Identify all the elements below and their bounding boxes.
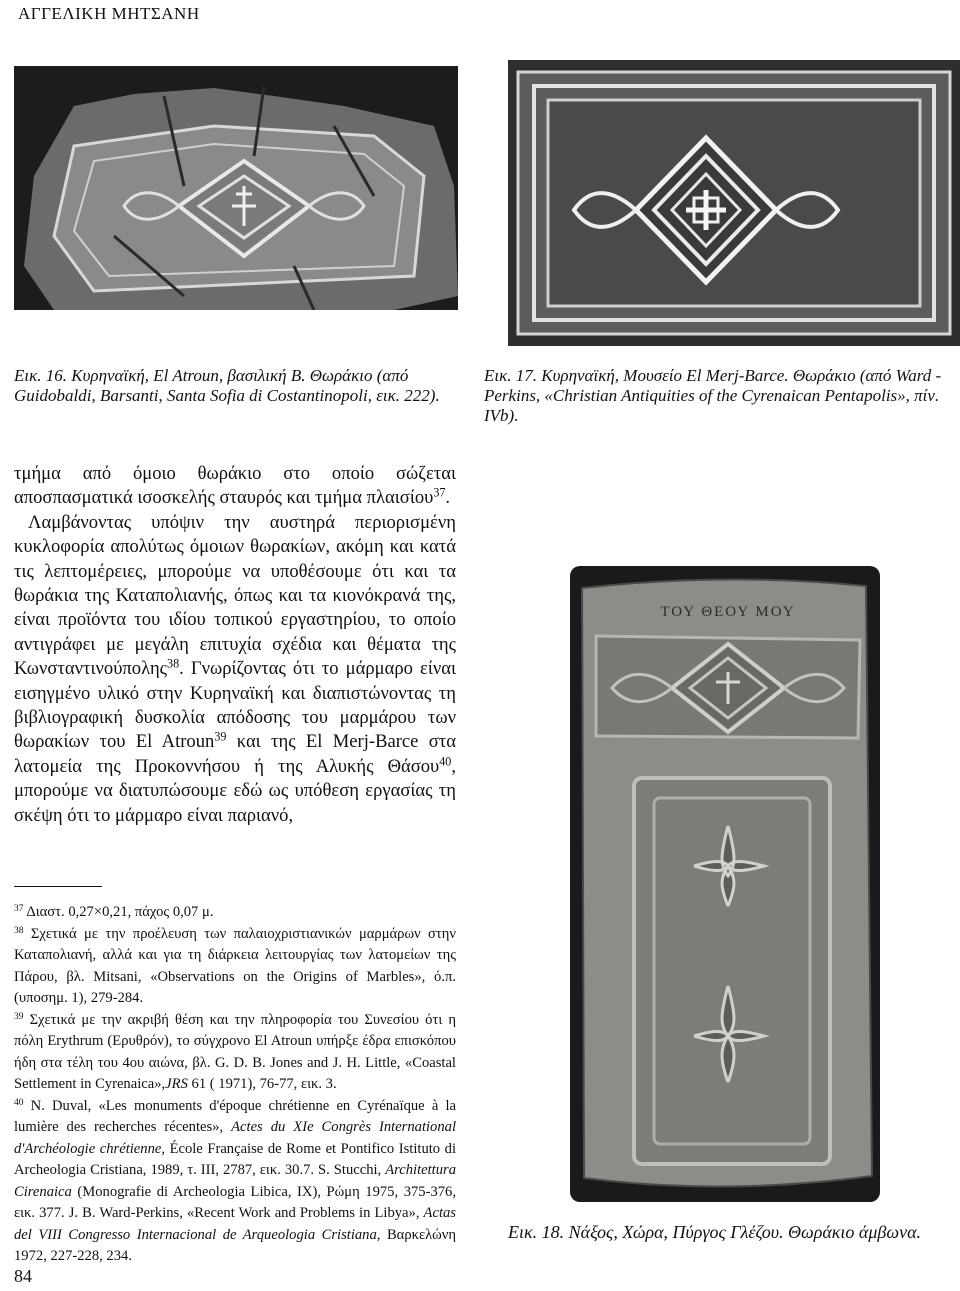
footnote-text: N. Duval, «Les monuments d'époque chrétienne en Cyrénaïque à la lumière des recherches récentes», bbox=[14, 1097, 456, 1135]
footnote-text: (Monografie di Archeologia Libica, IX), Ρώμη 1975, 375-376, εικ. 377. J. B. Ward-Perkins, «Recent Work and Problems in Libya», bbox=[14, 1183, 456, 1221]
footnote-number: 39 bbox=[14, 1011, 24, 1022]
footnote-40 bbox=[14, 1096, 456, 1268]
publication-title: Actes du XIe Congrès International d'Archéologie chrétienne bbox=[14, 1119, 456, 1157]
publication-title: Actas del VIII Congresso Internacional de Arqueologia Cristiana bbox=[14, 1205, 456, 1243]
footnote-ref-37: 37 bbox=[433, 485, 446, 500]
body-text bbox=[14, 462, 456, 828]
footnote-text: Σχετικά με την προέλευση των παλαιοχριστιανικών μαρμάρων στην Καταπολιανή, αλλά και για τη διάρκεια λειτουργίας των λατομείων της Πάρου, βλ. Mitsani, «Observations on the Origins of Marbles», ό.π. (υποσημ. 1), 279-284. bbox=[14, 925, 456, 1006]
figure-18-photo bbox=[484, 516, 960, 1212]
figure-17-slab-image bbox=[508, 60, 960, 346]
paragraph-2-part-b: . Γνωρίζοντας ότι το μάρμαρο είναι εισηγμένο υλικό στην Κυρηναϊκή και διαπιστώνοντας τη βιβλιογραφική δυσκολία απόδοσης του μαρμάρου των θωρακίων του El Atroun bbox=[14, 658, 456, 753]
figure-18-caption: Εικ. 18. Νάξος, Χώρα, Πύργος Γλέζου. Θωράκιο άμβωνα. bbox=[508, 1222, 922, 1242]
footnote-rule bbox=[14, 886, 102, 887]
paragraph-1 bbox=[14, 462, 456, 511]
footnotes bbox=[14, 902, 456, 1268]
figure-16-caption: Εικ. 16. Κυρηναϊκή, El Atroun, βασιλική Β. Θωράκιο (από Guidobaldi, Barsanti, Santa Sofia di Costantinopoli, εικ. 222). bbox=[14, 366, 440, 405]
paragraph-1-end: . bbox=[445, 487, 451, 509]
footnote-text: Σχετικά με την ακριβή θέση και την πληροφορία του Συνεσίου ότι η πόλη Erythrum (Ερυθρόν), το σύγχρονο El Atroun υπήρξε έδρα επισκόπου ήδη στα τέλη του 4ου αιώνα, βλ. G. D. B. Jones and J. H. Little, «Coastal Settlement in Cyrenaica», bbox=[14, 1011, 456, 1092]
publication-title: Architettura Cirenaica bbox=[14, 1162, 456, 1200]
footnote-text: , École Française de Rome et Pontifico Istituto di Archeologia Cristiana, 1989, τ. III, 2787, εικ. 30.7. S. Stucchi, bbox=[14, 1140, 457, 1178]
footnote-ref-40: 40 bbox=[439, 754, 452, 769]
footnote-39 bbox=[14, 1010, 456, 1096]
paragraph-2 bbox=[14, 511, 456, 828]
footnote-text: , Βαρκελώνη 1972, 227-228, 234. bbox=[14, 1226, 456, 1264]
paragraph-2-part-d: , μπορούμε να διατυπώσουμε εδώ ως υπόθεση εργασίας τη σκέψη ότι το μάρμαρο είναι παριανό, bbox=[14, 755, 456, 826]
running-header: ΑΓΓΕΛΙΚΗ ΜΗΤΣΑΝΗ bbox=[18, 4, 200, 23]
footnote-37 bbox=[14, 902, 456, 924]
figure-16-slab-image bbox=[14, 66, 458, 310]
paragraph-1-text: τμήμα από όμοιο θωράκιο στο οποίο σώζεται αποσπασματικά ισοσκελής σταυρός και τμήμα πλαισίου bbox=[14, 463, 456, 509]
figure-17-caption: Εικ. 17. Κυρηναϊκή, Μουσείο El Merj-Barce. Θωράκιο (από Ward - Perkins, «Christian Antiquities of the Cyrenaican Pentapolis», πίν. IVb). bbox=[484, 366, 942, 425]
figure-18-slab-image bbox=[484, 516, 960, 1212]
figure-17-photo bbox=[508, 60, 960, 346]
figure-16-photo bbox=[14, 66, 458, 310]
footnote-text: Διαστ. 0,27×0,21, πάχος 0,07 μ. bbox=[26, 904, 214, 920]
footnote-ref-39: 39 bbox=[214, 729, 227, 744]
footnote-number: 37 bbox=[14, 903, 24, 914]
journal-title: JRS bbox=[165, 1076, 188, 1092]
paragraph-2-part-c: και της El Merj-Barce στα λατομεία της Προκοννήσου ή της Αλυκής Θάσου bbox=[14, 731, 457, 777]
footnote-38 bbox=[14, 924, 456, 1010]
footnote-number: 40 bbox=[14, 1097, 24, 1108]
slab-inscription: ΤΟΥ ΘΕΟΥ ΜΟΥ bbox=[660, 604, 796, 620]
page-number: 84 bbox=[14, 1266, 32, 1286]
footnote-ref-38: 38 bbox=[167, 656, 180, 671]
footnote-number: 38 bbox=[14, 925, 24, 936]
paragraph-2-part-a: Λαμβάνοντας υπόψιν την αυστηρά περιορισμένη κυκλοφορία απολύτως όμοιων θωρακίων, ακόμη και κατά τις λεπτομέρειες, μπορούμε να υποθέσουμε ότι και τα θωράκια της Καταπολιανής, όπως και τα κιονόκρανά της, είναι προϊόντα του ιδίου τοπικού εργαστηρίου, το οποίο αντιγράφει με μεγάλη επιτυχία σχέδια και θέματα της Κωνσταντινούπολης bbox=[14, 511, 456, 680]
footnote-text: 61 ( 1971), 76-77, εικ. 3. bbox=[187, 1076, 337, 1092]
